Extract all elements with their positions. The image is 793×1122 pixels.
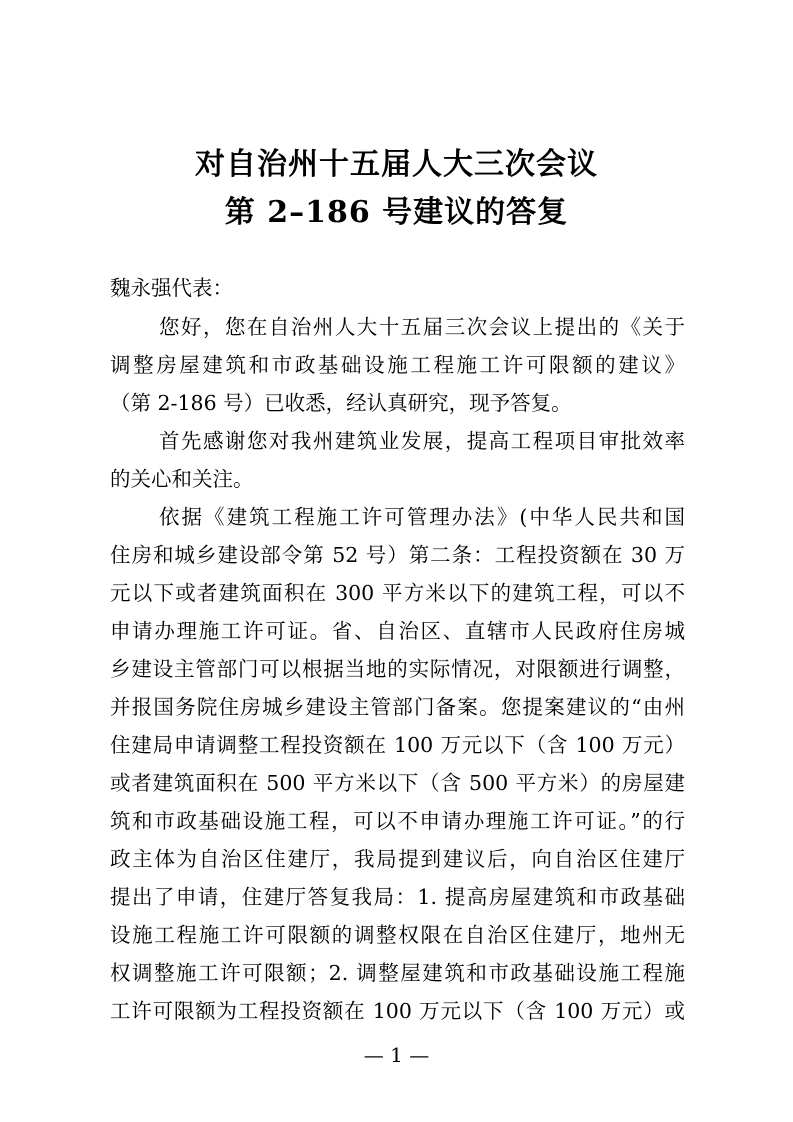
document-title-line-2: 第 2–186 号建议的答复 [224, 195, 569, 230]
body-line: 乡建设主管部门可以根据当地的实际情况，对限额进行调整， [110, 657, 685, 681]
body-line: 政主体为自治区住建厅，我局提到建议后，向自治区住建厅 [110, 847, 685, 871]
body-line: 筑和市政基础设施工程，可以不申请办理施工许可证。”的行 [110, 809, 685, 833]
salutation: 魏永强代表： [110, 276, 233, 300]
body-line: 权调整施工许可限额；2. 调整屋建筑和市政基础设施工程施 [110, 961, 685, 985]
body-line: 元以下或者建筑面积在 300 平方米以下的建筑工程，可以不 [110, 581, 685, 605]
body-line: 您好，您在自治州人大十五届三次会议上提出的《关于 [159, 315, 685, 339]
body-line: 依据《建筑工程施工许可管理办法》(中华人民共和国 [159, 505, 685, 529]
body-line: 首先感谢您对我州建筑业发展，提高工程项目审批效率 [159, 429, 685, 453]
body-line: 工许可限额为工程投资额在 100 万元以下（含 100 万元）或 [110, 999, 685, 1023]
body-line: 或者建筑面积在 500 平方米以下（含 500 平方米）的房屋建 [110, 771, 685, 795]
page-number: — 1 — [363, 1043, 430, 1067]
body-line: 的关心和关注。 [110, 467, 254, 491]
body-line: 住房和城乡建设部令第 52 号）第二条：工程投资额在 30 万 [110, 543, 685, 567]
body-line: 并报国务院住房城乡建设主管部门备案。您提案建议的“由州 [110, 695, 685, 719]
body-line: 调整房屋建筑和市政基础设施工程施工许可限额的建议》 [110, 353, 685, 377]
body-line: 设施工程施工许可限额的调整权限在自治区住建厅，地州无 [110, 923, 685, 947]
body-line: 住建局申请调整工程投资额在 100 万元以下（含 100 万元） [110, 733, 685, 757]
body-line: 申请办理施工许可证。省、自治区、直辖市人民政府住房城 [110, 619, 685, 643]
body-line: 提出了申请，住建厅答复我局：1. 提高房屋建筑和市政基础 [110, 885, 685, 909]
document-title-line-1: 对自治州十五届人大三次会议 [195, 147, 598, 182]
body-line: （第 2-186 号）已收悉，经认真研究，现予答复。 [110, 391, 572, 415]
